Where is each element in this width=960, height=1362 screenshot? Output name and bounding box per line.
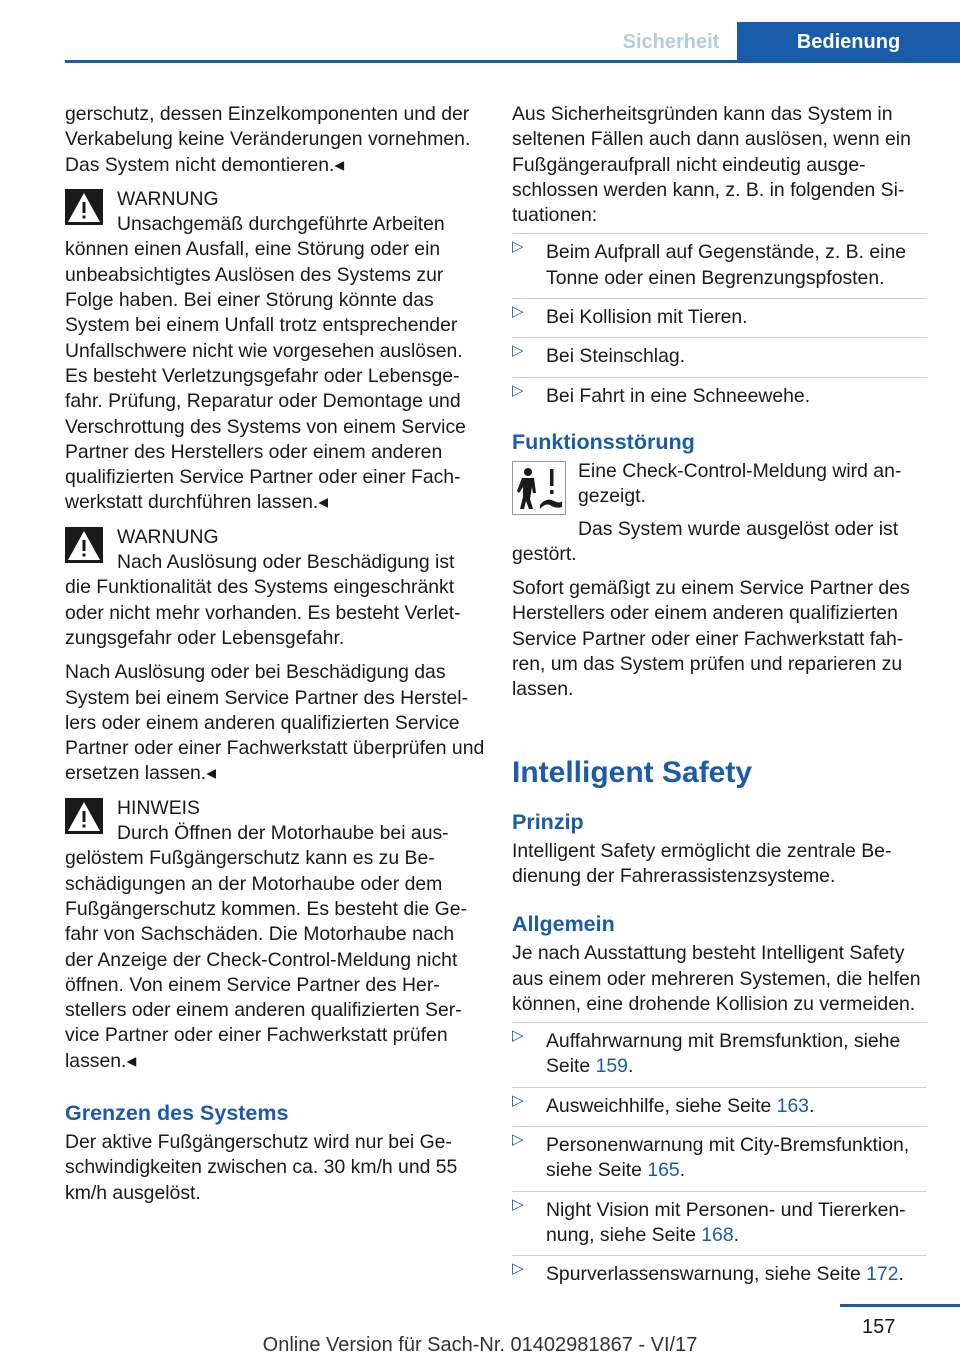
list-item: ▷ Bei Kollision mit Tieren. [512,298,927,330]
warning-triangle-icon [65,527,103,563]
pedestrian-protection-icon [512,461,566,515]
heading-allgemein: Allgemein [512,912,615,937]
footer-text: Online Version für Sach-Nr. 01402981867 - VI/17 [262,1334,698,1356]
list-item: ▷ Personenwarnung mit City-Bremsfunktion, siehe Seite 165. [512,1126,927,1184]
note-block [65,796,485,1074]
page-link[interactable]: 165 [647,1159,680,1182]
warning-block [65,187,485,516]
list-item: ▷ Bei Fahrt in eine Schneewehe. [512,377,927,409]
page-number-rule [840,1304,960,1307]
heading-intelligent-safety: Intelligent Safety [512,755,753,789]
bullet-triangle-icon: ▷ [512,381,524,399]
page-link[interactable]: 159 [595,1055,628,1078]
page-link[interactable]: 163 [776,1094,810,1117]
paragraph: gerschutz, dessen Einzelkomponenten und der Verkabelung keine Veränderungen vornehmen. Das System nicht demontieren.◂ [65,103,471,176]
list-item: ▷ Spurverlassenswarnung, siehe Seite 172. [512,1255,927,1287]
paragraph: Das System wurde ausgelöst oder ist gestört. [512,517,899,565]
warning-block [65,525,485,651]
fault-block [512,459,927,567]
list-item: ▷ Auffahrwarnung mit Bremsfunktion, siehe Seite 159. [512,1022,927,1080]
paragraph: Aus Sicherheitsgründen kann das System in seltenen Fällen auch dann auslösen, wenn ein Fußgängeraufprall nicht eindeutig ausgeschlossen werden kann, z. B. in folgenden Situationen: [512,103,911,227]
note-text: Durch Öffnen der Motorhaube bei ausgelöstem Fußgängerschutz kann es zu Beschädigungen an der Motorhaube oder dem Fußgängerschutz kommen. Es besteht die Gefahr von Sachschäden. Die Motorhaube nach der Anzeige der Check-Control-Meldung nicht öffnen. Von einem Service Partner des Herstellers oder einem anderen qualifizierten Service Partner oder einer Fachwerkstatt prüfen lassen.◂ [65,822,468,1072]
bullet-triangle-icon: ▷ [512,1195,524,1213]
paragraph: Sofort gemäßigt zu einem Service Partner des Herstellers oder einem anderen qualifizierten Service Partner oder einer Fachwerkstatt fahren, um das System prüfen und reparieren zu lassen. [512,577,910,701]
bullet-triangle-icon: ▷ [512,303,524,321]
right-column [512,102,927,1296]
warning-text: Unsachgemäß durchgeführte Arbeiten können einen Ausfall, eine Störung oder ein unbeabsichtigtes Auslösen des Systems zur Folge haben. Bei einer Störung könnte das System bei einem Unfall trotz entsprechender Unfallschwere nicht wie vorgesehen auslösen. Es besteht Verletzungsgefahr oder Lebensgefahr. Prüfung, Reparatur oder Demontage und Verschrottung des Systems von einem Service Partner des Herstellers oder einem anderen qualifizierten Service Partner oder einer Fachwerkstatt durchführen lassen.◂ [65,213,466,514]
tab-bedienung[interactable]: Bedienung [737,22,960,60]
page-link[interactable]: 172 [866,1263,899,1286]
list-item: ▷ Ausweichhilfe, siehe Seite 163. [512,1087,927,1119]
bullet-triangle-icon: ▷ [512,1027,524,1045]
bullet-triangle-icon: ▷ [512,238,524,256]
warning-text: Nach Auslösung oder Beschädigung ist die Funktionalität des Systems eingeschränkt oder nicht mehr vorhanden. Es besteht Verletzungsgefahr oder Lebensgefahr. [65,551,461,649]
paragraph: Eine Check-Control-Meldung wird angezeigt. [578,459,902,508]
note-title: HINWEIS [117,796,200,819]
paragraph: Je nach Ausstattung besteht Intelligent Safety aus einem oder mehreren Systemen, die helfen können, eine drohende Kollision zu vermeiden. [512,942,921,1015]
warning-triangle-icon [65,189,103,225]
list-item: ▷ Beim Aufprall auf Gegenstände, z. B. eine Tonne oder einen Begrenzungspfosten. [512,233,927,291]
system-list [512,1022,927,1287]
bullet-triangle-icon: ▷ [512,342,524,360]
heading-prinzip: Prinzip [512,809,584,834]
paragraph: Nach Auslösung oder bei Beschädigung das System bei einem Service Partner des Herstellers oder einem anderen qualifizierten Service Partner oder einer Fachwerkstatt überprüfen und ersetzen lassen.◂ [65,661,485,785]
page-number: 157 [862,1316,896,1338]
bullet-triangle-icon: ▷ [512,1260,524,1278]
heading-grenzen: Grenzen des Systems [65,1100,289,1125]
warning-triangle-icon [65,798,103,834]
header-rule [65,60,960,63]
bullet-triangle-icon: ▷ [512,1131,524,1149]
warning-title: WARNUNG [117,525,219,548]
page-link[interactable]: 168 [701,1223,734,1246]
heading-funktionsstoerung: Funktionsstörung [512,429,695,454]
situation-list [512,233,927,408]
left-column [65,102,485,1215]
paragraph: Der aktive Fußgängerschutz wird nur bei Geschwindigkeiten zwischen ca. 30 km/h und 55 km/h ausgelöst. [65,1130,458,1204]
tab-sicherheit[interactable]: Sicherheit [605,22,737,60]
warning-title: WARNUNG [117,187,219,210]
list-item: ▷ Bei Steinschlag. [512,337,927,369]
paragraph: Intelligent Safety ermöglicht die zentrale Bedienung der Fahrerassistenzsysteme. [512,839,892,887]
list-item: ▷ Night Vision mit Personen- und Tiererkennung, siehe Seite 168. [512,1191,927,1249]
bullet-triangle-icon: ▷ [512,1091,524,1109]
